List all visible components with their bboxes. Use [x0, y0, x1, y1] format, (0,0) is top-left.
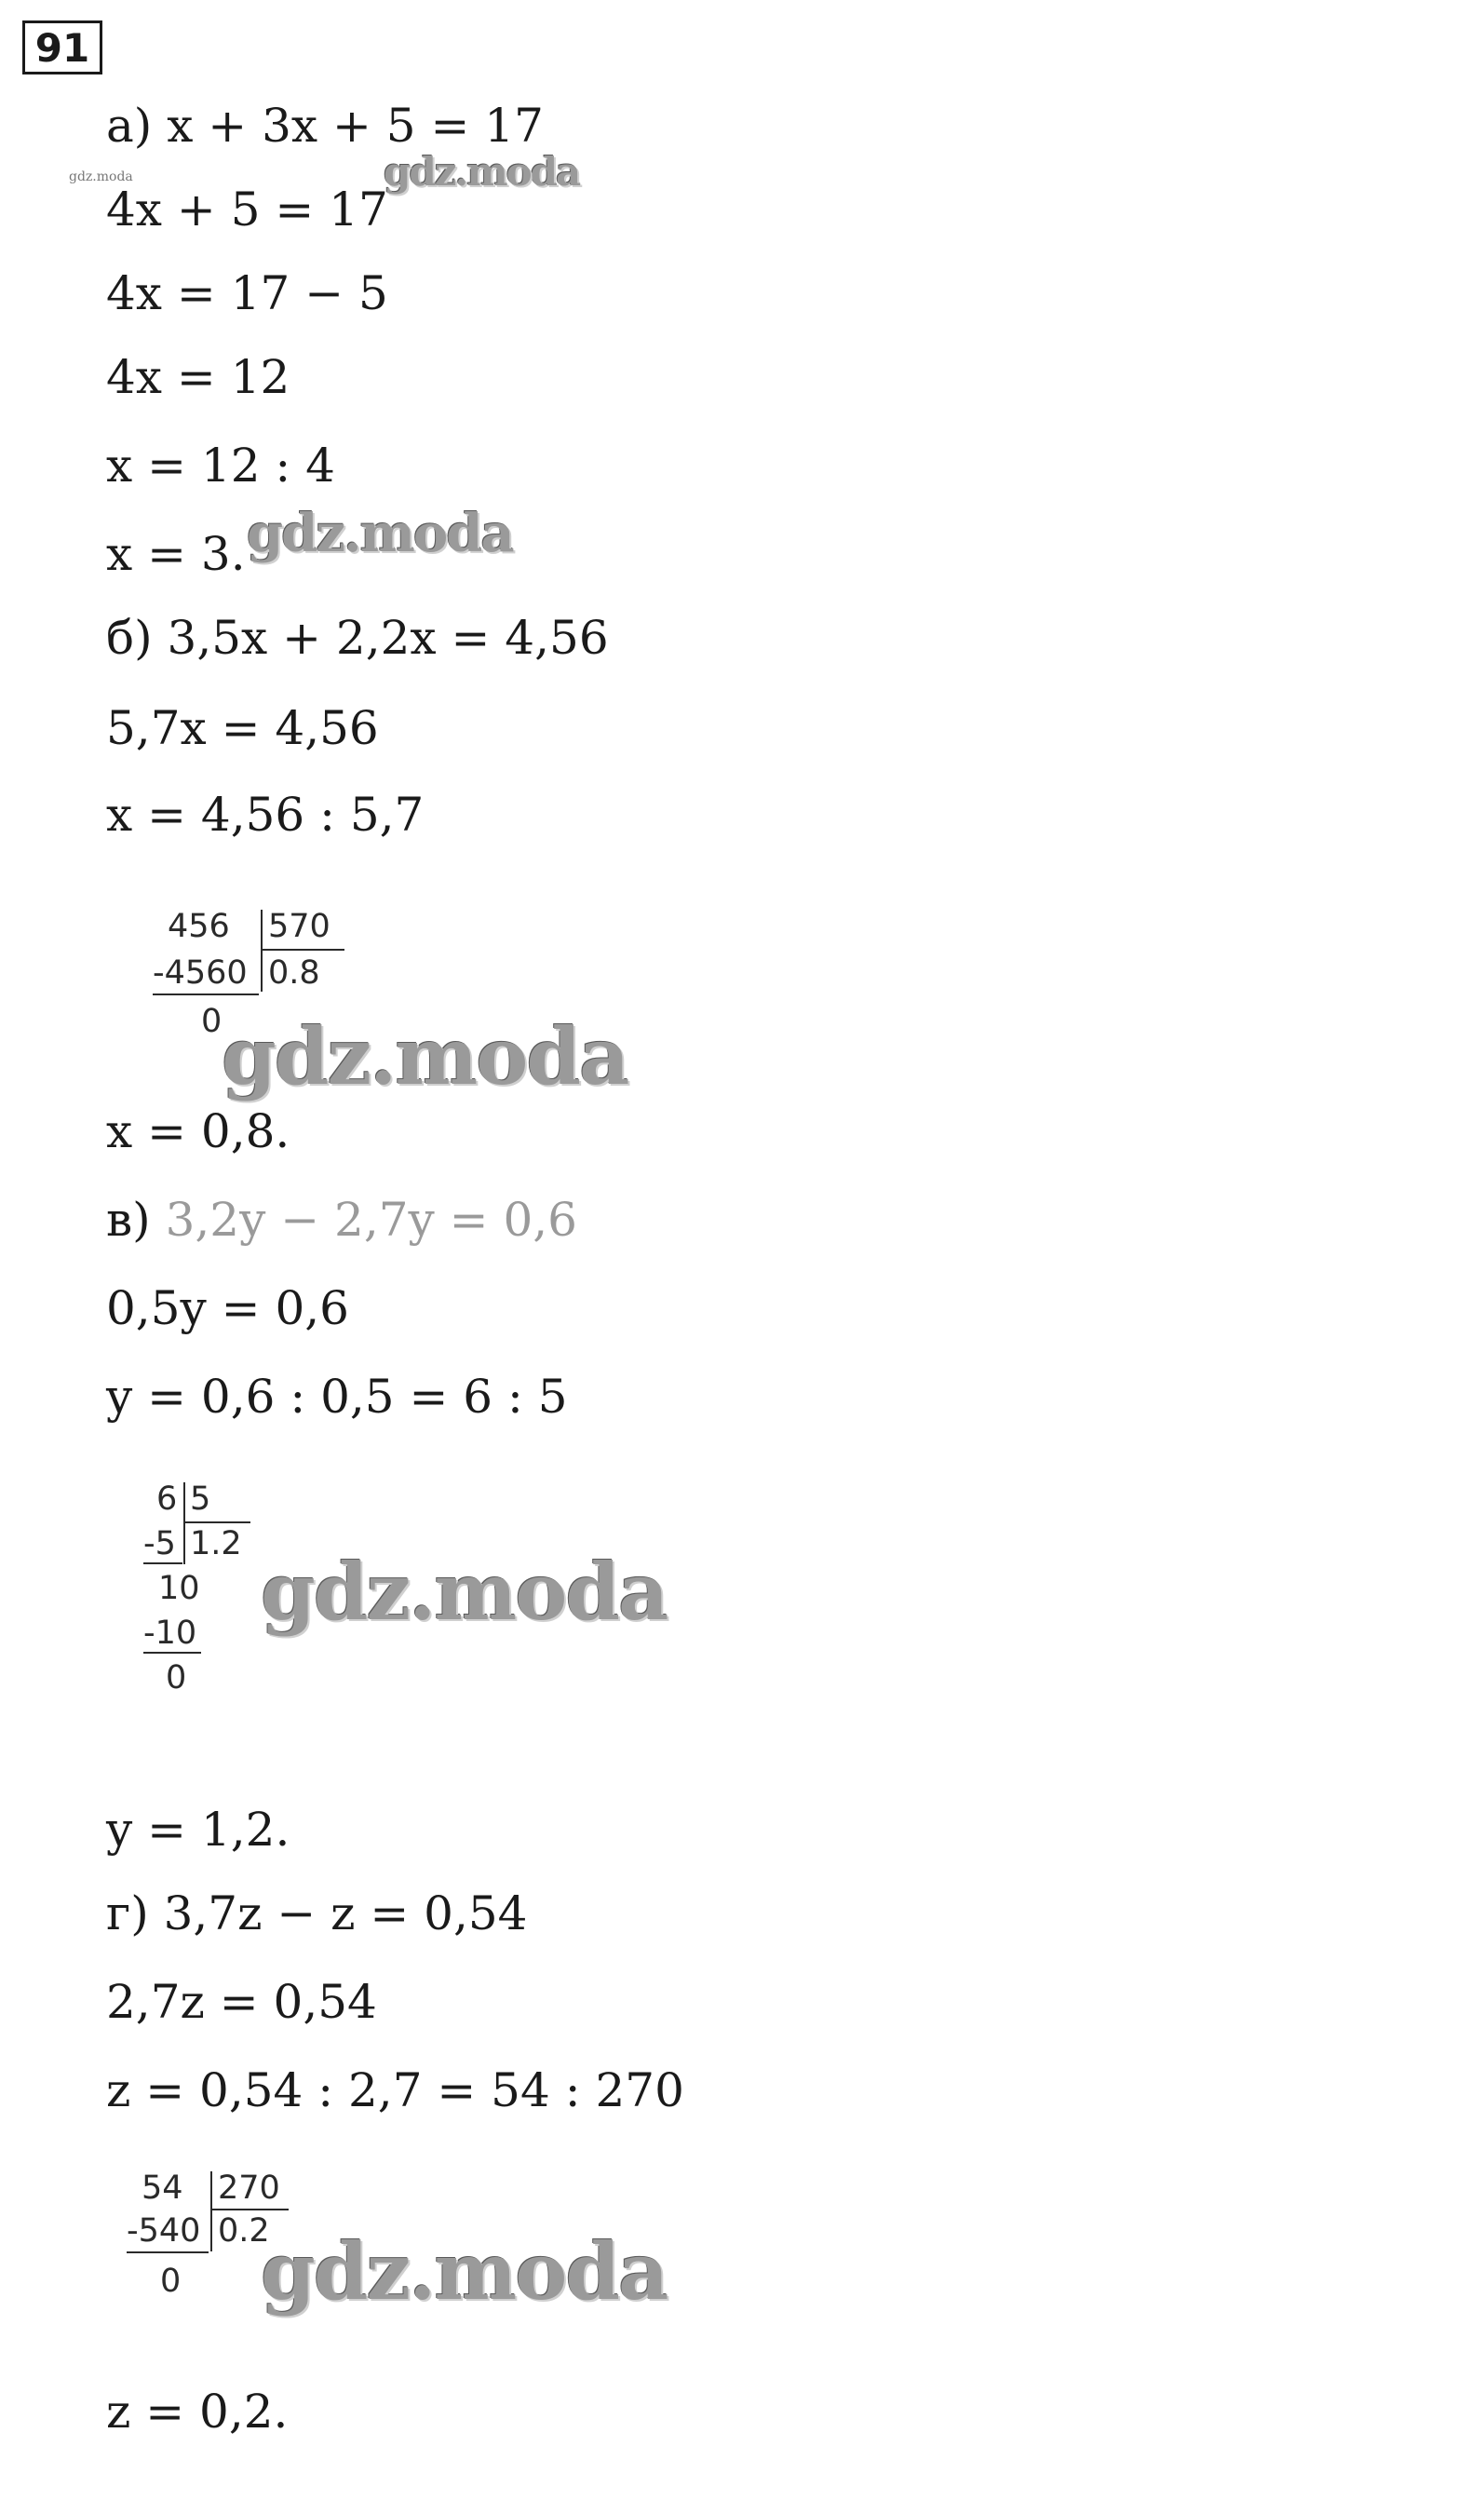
watermark-5: gdz.moda: [261, 2225, 668, 2318]
division-dividend: 6: [156, 1480, 178, 1518]
watermark-4: gdz.moda: [261, 1546, 668, 1638]
watermark-small: gdz.moda: [69, 169, 133, 184]
division-quotient: 0.2: [218, 2212, 270, 2250]
line-a2: 4x + 5 = 17: [106, 182, 388, 237]
line-c4: y = 1,2.: [106, 1803, 290, 1857]
long-division-c: [140, 1480, 270, 1713]
line-c1-rest: 3,2y − 2,7y = 0,6: [165, 1193, 577, 1247]
line-d1: г) 3,7z − z = 0,54: [106, 1886, 528, 1940]
line-c1-prefix: в): [106, 1193, 151, 1247]
division-divisor: 270: [218, 2169, 280, 2207]
division-subtrahend: -540: [127, 2212, 201, 2250]
line-a1: а) x + 3x + 5 = 17: [106, 99, 544, 153]
division-sub2: -10: [143, 1615, 197, 1652]
division-quotient: 0.8: [268, 954, 320, 992]
line-a5: x = 12 : 4: [106, 439, 335, 493]
watermark-2: gdz.moda: [247, 503, 513, 564]
line-a6: x = 3.: [106, 527, 246, 581]
division-dividend: 456: [168, 908, 230, 945]
line-d2: 2,7z = 0,54: [106, 1975, 377, 2029]
problem-number: 91: [22, 20, 102, 74]
line-d3: z = 0,54 : 2,7 = 54 : 270: [106, 2063, 684, 2117]
division-dividend: 54: [142, 2169, 183, 2207]
line-a4: 4x = 12: [106, 350, 290, 404]
line-d4: z = 0,2.: [106, 2385, 289, 2439]
line-c1: [106, 1192, 577, 1248]
division-divisor: 570: [268, 908, 331, 945]
division-sub1: -5: [143, 1525, 176, 1562]
watermark-3: gdz.moda: [222, 1010, 628, 1102]
division-divisor: 5: [190, 1480, 211, 1518]
watermark-1: gdz.moda: [384, 149, 580, 195]
division-subtrahend: -4560: [153, 954, 248, 992]
division-quotient: 1.2: [190, 1525, 242, 1562]
line-b1: б) 3,5x + 2,2x = 4,56: [106, 611, 609, 665]
line-b3: x = 4,56 : 5,7: [106, 788, 425, 842]
division-remainder: 0: [160, 2263, 182, 2300]
division-remainder: 0: [201, 1003, 223, 1040]
line-b2: 5,7x = 4,56: [106, 701, 379, 755]
line-c3: y = 0,6 : 0,5 = 6 : 5: [106, 1370, 568, 1424]
line-c2: 0,5y = 0,6: [106, 1281, 349, 1335]
line-a3: 4x = 17 − 5: [106, 266, 388, 320]
division-remainder: 0: [166, 1659, 187, 1696]
division-carry: 10: [158, 1570, 200, 1607]
line-b4: x = 0,8.: [106, 1104, 290, 1158]
